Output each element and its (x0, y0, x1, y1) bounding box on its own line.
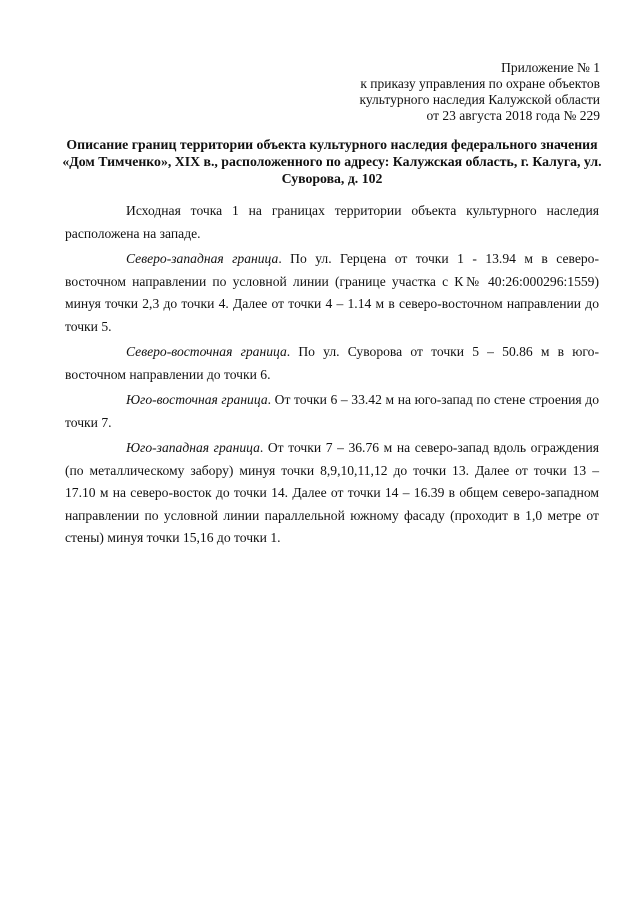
document-title: Описание границ территории объекта культурного наследия федерального значения «Дом Тимченко», XIX в., расположенного по адресу: Калужская область, г. Калуга, ул. Суворова, д. 102 (62, 137, 602, 186)
appendix-number: Приложение № 1 (501, 60, 600, 75)
document-body (65, 200, 599, 550)
appendix-authority: культурного наследия Калужской области (359, 92, 600, 107)
paragraph-text: Исходная точка 1 на границах территории объекта культурного наследия расположена на западе. (65, 203, 599, 241)
paragraph-northwest-boundary (65, 248, 599, 338)
paragraph-text: . От точки 7 – 36.76 м на северо-запад вдоль ограждения (по металлическому забору) минуя точки 8,9,10,11,12 до точки 13. Далее от точки 13 – 17.10 м на северо-восток до точки 14. Далее от точки 14 – 16.39 в общем северо-западном направлении по условной линии параллельной южному фасаду (проходит в 1,0 метре от стены) минуя точки 15,16 до точки 1. (65, 440, 599, 545)
paragraph-text: . По ул. Герцена от точки 1 - 13.94 м в северо-восточном направлении по условной линии (границе участка с К№ 40:26:000296:1559) минуя точки 2,3 до точки 4. Далее от точки 4 – 1.14 м в северо-восточном направлении до точки 5. (65, 251, 599, 334)
paragraph-text: . От точки 6 – 33.42 м на юго-запад по стене строения до точки 7. (65, 392, 599, 430)
paragraph-lead: Северо-восточная граница (126, 344, 287, 359)
paragraph-lead: Северо-западная граница (126, 251, 279, 266)
paragraph-lead: Юго-восточная граница (126, 392, 268, 407)
appendix-order-reference: к приказу управления по охране объектов (360, 76, 600, 91)
paragraph-lead: Юго-западная граница (126, 440, 260, 455)
paragraph-southwest-boundary (65, 437, 599, 550)
appendix-header (359, 60, 600, 124)
paragraph-southeast-boundary (65, 389, 599, 434)
paragraph-starting-point (65, 200, 599, 245)
paragraph-northeast-boundary (65, 341, 599, 386)
appendix-date-number: от 23 августа 2018 года № 229 (426, 108, 600, 123)
paragraph-text: . По ул. Суворова от точки 5 – 50.86 м в юго-восточном направлении до точки 6. (65, 344, 599, 382)
